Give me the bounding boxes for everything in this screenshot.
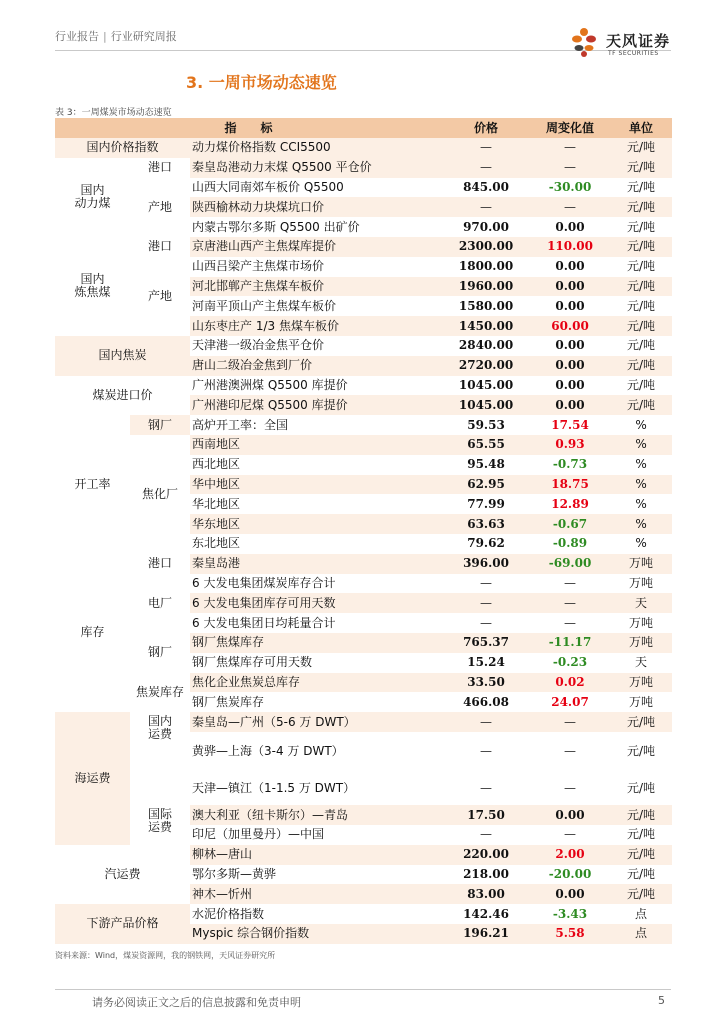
table-row	[55, 845, 672, 865]
price-cell: 17.50	[442, 805, 530, 825]
unit-cell: 天	[610, 593, 672, 613]
section-title: 3. 一周市场动态速览	[186, 73, 337, 92]
change-cell: 0.02	[530, 673, 610, 693]
table-header-row	[55, 118, 672, 138]
indicator-name: 水泥价格指数	[190, 904, 442, 924]
change-cell: 0.00	[530, 277, 610, 297]
unit-cell: 万吨	[610, 554, 672, 574]
indicator-name: 6 大发电集团煤炭库存合计	[190, 574, 442, 594]
change-cell: 0.00	[530, 336, 610, 356]
price-cell: 95.48	[442, 455, 530, 475]
unit-cell: 点	[610, 904, 672, 924]
table-row	[55, 673, 672, 693]
change-cell: -0.23	[530, 653, 610, 673]
indicator-name: 山西吕梁产主焦煤市场价	[190, 257, 442, 277]
change-cell: 60.00	[530, 316, 610, 336]
indicator-name: 钢厂焦炭库存	[190, 692, 442, 712]
table-row	[55, 138, 672, 158]
price-cell: —	[442, 138, 530, 158]
change-cell: 0.00	[530, 356, 610, 376]
price-cell: 2300.00	[442, 237, 530, 257]
price-cell: 1580.00	[442, 296, 530, 316]
change-cell: 0.93	[530, 435, 610, 455]
table-row	[55, 554, 672, 574]
change-cell: —	[530, 593, 610, 613]
price-cell: 1045.00	[442, 395, 530, 415]
indicator-name: 印尼（加里曼丹）—中国	[190, 825, 442, 845]
subcategory-cell: 产地	[130, 178, 190, 237]
change-cell: 17.54	[530, 415, 610, 435]
price-cell: 142.46	[442, 904, 530, 924]
unit-cell: 点	[610, 924, 672, 944]
unit-cell: 元/吨	[610, 845, 672, 865]
col-header-price: 价格	[442, 118, 530, 138]
indicator-name: 山西大同南郊车板价 Q5500	[190, 178, 442, 198]
change-cell: —	[530, 825, 610, 845]
price-cell: 79.62	[442, 534, 530, 554]
price-cell: 1450.00	[442, 316, 530, 336]
col-header-unit: 单位	[610, 118, 672, 138]
logo-text-en: TF SECURITIES	[608, 50, 659, 57]
unit-cell: 元/吨	[610, 376, 672, 396]
unit-cell: 元/吨	[610, 257, 672, 277]
price-cell: 2720.00	[442, 356, 530, 376]
indicator-name: 神木—忻州	[190, 884, 442, 904]
indicator-name: 6 大发电集团库存可用天数	[190, 593, 442, 613]
change-cell: —	[530, 732, 610, 772]
price-cell: 1045.00	[442, 376, 530, 396]
price-cell: 59.53	[442, 415, 530, 435]
indicator-name: 华中地区	[190, 475, 442, 495]
indicator-name: 鄂尔多斯—黄骅	[190, 865, 442, 885]
unit-cell: 元/吨	[610, 356, 672, 376]
indicator-name: 广州港澳洲煤 Q5500 库提价	[190, 376, 442, 396]
indicator-name: 华北地区	[190, 494, 442, 514]
indicator-name: 西北地区	[190, 455, 442, 475]
change-cell: 18.75	[530, 475, 610, 495]
change-cell: -0.67	[530, 514, 610, 534]
category-cell: 国内 动力煤	[55, 158, 130, 237]
table-body	[55, 138, 672, 944]
subcategory-cell: 电厂	[130, 574, 190, 633]
change-cell: 0.00	[530, 884, 610, 904]
unit-cell: 元/吨	[610, 197, 672, 217]
indicator-name: 澳大利亚（纽卡斯尔）—青岛	[190, 805, 442, 825]
price-cell: 765.37	[442, 633, 530, 653]
change-cell: —	[530, 197, 610, 217]
price-cell: 970.00	[442, 217, 530, 237]
indicator-name: 西南地区	[190, 435, 442, 455]
unit-cell: 元/吨	[610, 138, 672, 158]
indicator-name: 河南平顶山产主焦煤车板价	[190, 296, 442, 316]
col-header-indicator: 指 标	[55, 118, 442, 138]
subcategory-cell: 港口	[130, 158, 190, 178]
subcategory-cell: 国内 运费	[130, 712, 190, 805]
price-cell: 196.21	[442, 924, 530, 944]
table-row	[55, 435, 672, 455]
unit-cell: 万吨	[610, 673, 672, 693]
price-cell: —	[442, 197, 530, 217]
category-cell: 汽运费	[55, 845, 190, 904]
unit-cell: 元/吨	[610, 277, 672, 297]
unit-cell: 万吨	[610, 633, 672, 653]
unit-cell: %	[610, 494, 672, 514]
col-header-change: 周变化值	[530, 118, 610, 138]
category-cell: 下游产品价格	[55, 904, 190, 944]
table-row	[55, 904, 672, 924]
change-cell: 24.07	[530, 692, 610, 712]
unit-cell: 元/吨	[610, 772, 672, 806]
table-row	[55, 633, 672, 653]
price-cell: —	[442, 732, 530, 772]
table-title: 表 3：一周煤炭市场动态速览	[55, 108, 172, 118]
category-cell: 煤炭进口价	[55, 376, 190, 416]
price-cell: 63.63	[442, 514, 530, 534]
unit-cell: %	[610, 415, 672, 435]
header-breadcrumb	[55, 28, 177, 44]
unit-cell: 元/吨	[610, 395, 672, 415]
price-cell: 845.00	[442, 178, 530, 198]
subcategory-cell: 钢厂	[130, 415, 190, 435]
unit-cell: 元/吨	[610, 336, 672, 356]
change-cell: —	[530, 574, 610, 594]
change-cell: 0.00	[530, 217, 610, 237]
change-cell: -0.73	[530, 455, 610, 475]
indicator-name: 内蒙古鄂尔多斯 Q5500 出矿价	[190, 217, 442, 237]
category-cell: 国内价格指数	[55, 138, 190, 158]
table-row	[55, 712, 672, 732]
unit-cell: 元/吨	[610, 805, 672, 825]
unit-cell: %	[610, 475, 672, 495]
table-row	[55, 336, 672, 356]
change-cell: 5.58	[530, 924, 610, 944]
table-row	[55, 805, 672, 825]
indicator-name: 6 大发电集团日均耗量合计	[190, 613, 442, 633]
price-cell: 1960.00	[442, 277, 530, 297]
indicator-name: 河北邯郸产主焦煤车板价	[190, 277, 442, 297]
change-cell: 0.00	[530, 296, 610, 316]
indicator-name: 天津港一级冶金焦平仓价	[190, 336, 442, 356]
price-cell: —	[442, 825, 530, 845]
change-cell: 0.00	[530, 376, 610, 396]
price-cell: 65.55	[442, 435, 530, 455]
unit-cell: 元/吨	[610, 158, 672, 178]
category-cell: 库存	[55, 554, 130, 712]
table-row	[55, 415, 672, 435]
indicator-name: 钢厂焦煤库存	[190, 633, 442, 653]
indicator-name: 高炉开工率：全国	[190, 415, 442, 435]
price-cell: —	[442, 593, 530, 613]
breadcrumb-weekly: 行业研究周报	[110, 30, 177, 43]
category-cell: 海运费	[55, 712, 130, 845]
change-cell: 0.00	[530, 395, 610, 415]
indicator-name: Myspic 综合钢价指数	[190, 924, 442, 944]
price-cell: 15.24	[442, 653, 530, 673]
indicator-name: 京唐港山西产主焦煤库提价	[190, 237, 442, 257]
change-cell: 0.00	[530, 805, 610, 825]
price-cell: 33.50	[442, 673, 530, 693]
indicator-name: 焦化企业焦炭总库存	[190, 673, 442, 693]
indicator-name: 钢厂焦煤库存可用天数	[190, 653, 442, 673]
unit-cell: 元/吨	[610, 296, 672, 316]
table-row	[55, 158, 672, 178]
unit-cell: 天	[610, 653, 672, 673]
price-cell: —	[442, 158, 530, 178]
indicator-name: 黄骅—上海（3-4 万 DWT）	[190, 732, 442, 772]
price-cell: 396.00	[442, 554, 530, 574]
price-cell: 62.95	[442, 475, 530, 495]
change-cell: -69.00	[530, 554, 610, 574]
price-cell: 466.08	[442, 692, 530, 712]
indicator-name: 天津—镇江（1-1.5 万 DWT）	[190, 772, 442, 806]
unit-cell: 万吨	[610, 692, 672, 712]
subcategory-cell: 港口	[130, 554, 190, 574]
subcategory-cell: 港口	[130, 237, 190, 257]
unit-cell: 万吨	[610, 574, 672, 594]
breadcrumb-separator: |	[103, 30, 107, 43]
subcategory-cell: 钢厂	[130, 633, 190, 673]
unit-cell: %	[610, 435, 672, 455]
category-cell: 开工率	[55, 415, 130, 554]
indicator-name: 山东枣庄产 1/3 焦煤车板价	[190, 316, 442, 336]
table-row	[55, 257, 672, 277]
price-cell: 77.99	[442, 494, 530, 514]
change-cell: 110.00	[530, 237, 610, 257]
change-cell: —	[530, 772, 610, 806]
change-cell: —	[530, 712, 610, 732]
price-cell: 83.00	[442, 884, 530, 904]
unit-cell: %	[610, 455, 672, 475]
category-cell: 国内焦炭	[55, 336, 190, 376]
change-cell: 2.00	[530, 845, 610, 865]
unit-cell: 元/吨	[610, 712, 672, 732]
indicator-name: 华东地区	[190, 514, 442, 534]
price-cell: —	[442, 712, 530, 732]
indicator-name: 动力煤价格指数 CCI5500	[190, 138, 442, 158]
unit-cell: 元/吨	[610, 237, 672, 257]
price-cell: —	[442, 613, 530, 633]
unit-cell: 元/吨	[610, 316, 672, 336]
indicator-name: 广州港印尼煤 Q5500 库提价	[190, 395, 442, 415]
change-cell: -30.00	[530, 178, 610, 198]
change-cell: 0.00	[530, 257, 610, 277]
change-cell: -3.43	[530, 904, 610, 924]
price-cell: 2840.00	[442, 336, 530, 356]
unit-cell: 元/吨	[610, 178, 672, 198]
indicator-name: 秦皇岛港	[190, 554, 442, 574]
price-cell: 220.00	[442, 845, 530, 865]
change-cell: —	[530, 613, 610, 633]
table-row	[55, 178, 672, 198]
change-cell: -0.89	[530, 534, 610, 554]
coal-market-table	[55, 118, 672, 944]
unit-cell: 万吨	[610, 613, 672, 633]
unit-cell: 元/吨	[610, 825, 672, 845]
price-cell: 218.00	[442, 865, 530, 885]
price-cell: —	[442, 574, 530, 594]
price-cell: 1800.00	[442, 257, 530, 277]
subcategory-cell: 产地	[130, 257, 190, 336]
unit-cell: %	[610, 514, 672, 534]
indicator-name: 陕西榆林动力块煤坑口价	[190, 197, 442, 217]
unit-cell: 元/吨	[610, 217, 672, 237]
indicator-name: 东北地区	[190, 534, 442, 554]
subcategory-cell: 焦化厂	[130, 435, 190, 554]
page-number: 5	[658, 994, 665, 1007]
change-cell: —	[530, 138, 610, 158]
table-row	[55, 574, 672, 594]
footer-divider	[55, 989, 671, 990]
indicator-name: 秦皇岛—广州（5-6 万 DWT）	[190, 712, 442, 732]
unit-cell: 元/吨	[610, 732, 672, 772]
disclaimer-footer: 请务必阅读正文之后的信息披露和免责申明	[92, 996, 301, 1009]
source-note: 资料来源：Wind，煤炭资源网，我的钢铁网，天风证券研究所	[55, 951, 276, 960]
change-cell: —	[530, 158, 610, 178]
logo-text-cn: 天风证券	[606, 32, 671, 50]
change-cell: -20.00	[530, 865, 610, 885]
change-cell: 12.89	[530, 494, 610, 514]
indicator-name: 唐山二级冶金焦到厂价	[190, 356, 442, 376]
subcategory-cell: 焦炭库存	[130, 673, 190, 713]
indicator-name: 秦皇岛港动力末煤 Q5500 平仓价	[190, 158, 442, 178]
unit-cell: 元/吨	[610, 884, 672, 904]
table-row	[55, 237, 672, 257]
change-cell: -11.17	[530, 633, 610, 653]
price-cell: —	[442, 772, 530, 806]
category-cell: 国内 炼焦煤	[55, 237, 130, 336]
subcategory-cell: 国际 运费	[130, 805, 190, 845]
indicator-name: 柳林—唐山	[190, 845, 442, 865]
unit-cell: 元/吨	[610, 865, 672, 885]
breadcrumb-industry-report: 行业报告	[55, 30, 99, 43]
table-row	[55, 376, 672, 396]
unit-cell: %	[610, 534, 672, 554]
